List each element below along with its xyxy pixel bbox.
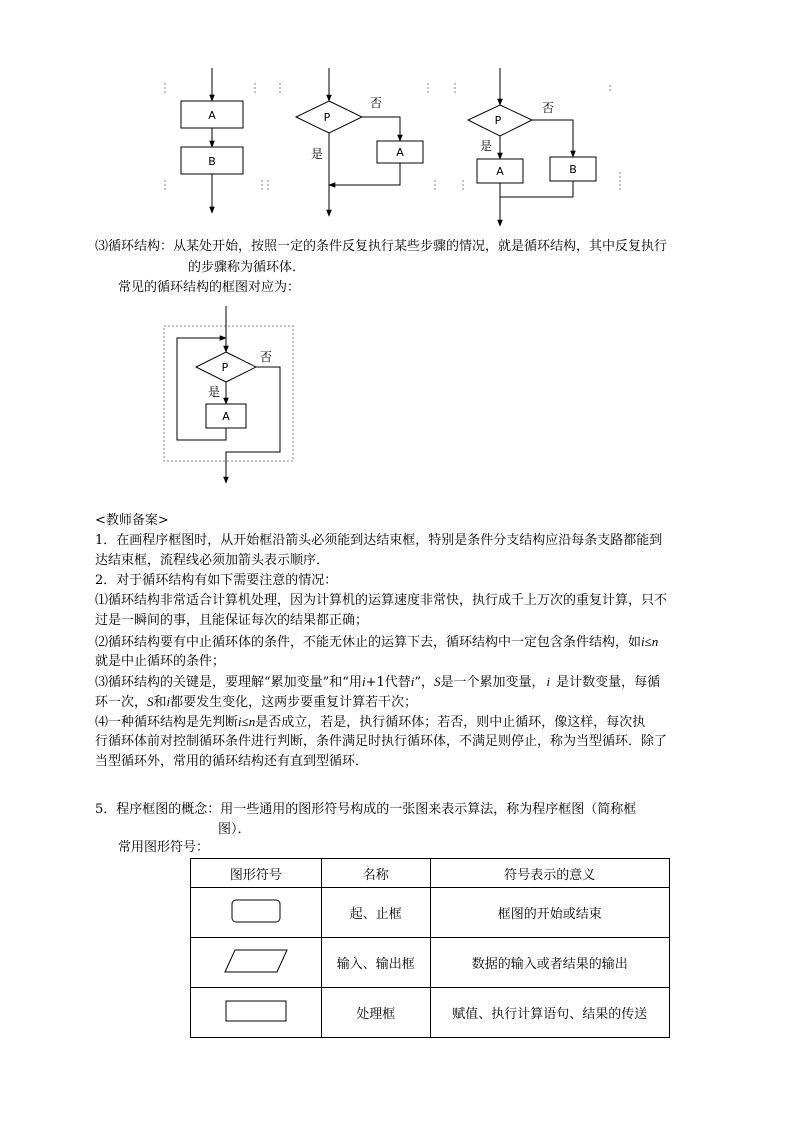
cond2-no-label: 否 [542,101,555,115]
conditional-structure-single [296,68,423,216]
note2-item4-text-c: 是否成立，若是，执行循环体；若否，则中止循环，像这样，每次执 [255,715,646,730]
seq-box-b-label: B [208,155,216,168]
note2-item3-text-l2a: 环一次， [95,695,148,710]
symbol-cell [191,938,322,988]
note2-item3-text-c: +1代替 [365,675,411,690]
flowchart-diagrams-top [0,0,794,230]
symbol-meaning: 框图的开始或结束 [430,888,669,938]
note1-line1: 1．在画程序框图时，从开始框沿箭头必须能到达结束框，特别是条件分支结构应沿每条支路都能到 [95,533,663,548]
notes-heading: <教师备案> [95,513,169,528]
cond1-yes-label: 是 [311,147,324,161]
symbol-name: 输入、输出框 [321,938,430,988]
math-i-le-n: i≤n [238,714,256,729]
note2-item3-line2 [95,692,417,713]
cond2-p-label: P [494,114,502,127]
note2-item1-line2: 过是一瞬间的事，且能保证每次的结果都正确； [95,613,369,628]
sequence-structure [181,68,243,213]
loop-structure-definition-line1: ⑶循环结构：从某处开始，按照一定的条件反复执行某些步骤的情况，就是循环结构，其中反复执行 [95,239,668,254]
table-row [191,988,670,1038]
table-header: 图形符号 [191,859,322,888]
section5-line3: 常用图形符号： [118,840,210,855]
math-i: i [546,674,551,689]
seq-box-a-label: A [208,109,216,122]
rounded-rect-icon [226,896,286,926]
loop-box-a-label: A [222,410,230,423]
symbol-meaning: 赋值、执行计算语句、结果的传送 [430,988,669,1038]
cond2-yes-label: 是 [480,139,493,153]
cond1-p-label: P [323,111,331,124]
note2-item2-line2: 就是中止循环的条件； [95,654,226,669]
note2-item4-line1 [95,712,645,733]
note2-item3-text-g: 是一个累加变量， [440,675,545,690]
parallelogram-icon [221,946,291,976]
cond1-no-label: 否 [370,96,383,110]
loop-p-label: P [221,361,229,374]
note2: 2．对于循环结构有如下需要注意的情况： [95,573,338,588]
note1-line2: 达结束框，流程线必须加箭头表示顺序． [95,553,330,568]
symbol-meaning: 数据的输入或者结果的输出 [430,938,669,988]
note2-item3-text-e: ”， [414,675,435,690]
table-row [191,938,670,988]
symbol-name: 起、止框 [321,888,430,938]
math-i: i [361,674,366,689]
table-row [191,888,670,938]
loop-no-label: 否 [260,350,273,364]
note2-item1-line1: ⑴循环结构非常适合计算机处理，因为计算机的运算速度非常快，执行成千上万次的重复计算，只不 [95,593,668,608]
symbol-cell [191,888,322,938]
note2-item3-text-l2e: 都要发生变化，这两步要重复计算若干次； [170,695,418,710]
note2-item3-line1 [95,672,660,693]
loop-structure-definition-line2: 的步骤称为循环体． [188,260,306,275]
math-s: S [434,674,441,689]
math-s: S [147,694,154,709]
flowchart-symbols-table [190,858,670,1038]
table-header-row [191,859,670,888]
note2-item4-text-a: ⑷一种循环结构是先判断 [95,715,239,730]
note2-item2-text: ⑵循环结构要有中止循环体的条件，不能无休止的运算下去，循环结构中一定包含条件结构，如 [95,635,642,650]
cond2-box-b-label: B [569,163,577,176]
note2-item3-text-l2c: 和 [153,695,167,710]
table-header: 符号表示的意义 [430,859,669,888]
note2-item4-line2: 行循环体前对控制循环条件进行判断，条件满足时执行循环体，不满足则停止，称为当型循环．除了 [95,734,668,749]
section5-line2: 图）． [218,822,251,837]
loop-structure-diagram [150,300,310,490]
note2-item3-text-i: 是计数变量，每循 [556,675,661,690]
math-i: i [166,694,171,709]
note2-item4-line3: 当型循环外，常用的循环结构还有直到型循环． [95,754,369,769]
loop-yes-label: 是 [208,385,221,399]
dashed-frame-marks [165,83,620,192]
math-i: i [410,674,415,689]
symbol-cell [191,988,322,1038]
math-i-le-n: i≤n [641,634,659,649]
symbol-name: 处理框 [321,988,430,1038]
cond1-box-a-label: A [396,146,404,159]
section5-line1: 5．程序框图的概念：用一些通用的图形符号构成的一张图来表示算法，称为程序框图（简称框 [95,802,637,817]
rectangle-icon [221,996,291,1026]
note2-item3-text-a: ⑶循环结构的关键是，要理解“累加变量”和“用 [95,675,362,690]
cond2-box-a-label: A [496,165,504,178]
note2-item2-line1 [95,632,658,653]
loop-structure-intro: 常见的循环结构的框图对应为： [118,280,301,295]
table-header: 名称 [321,859,430,888]
